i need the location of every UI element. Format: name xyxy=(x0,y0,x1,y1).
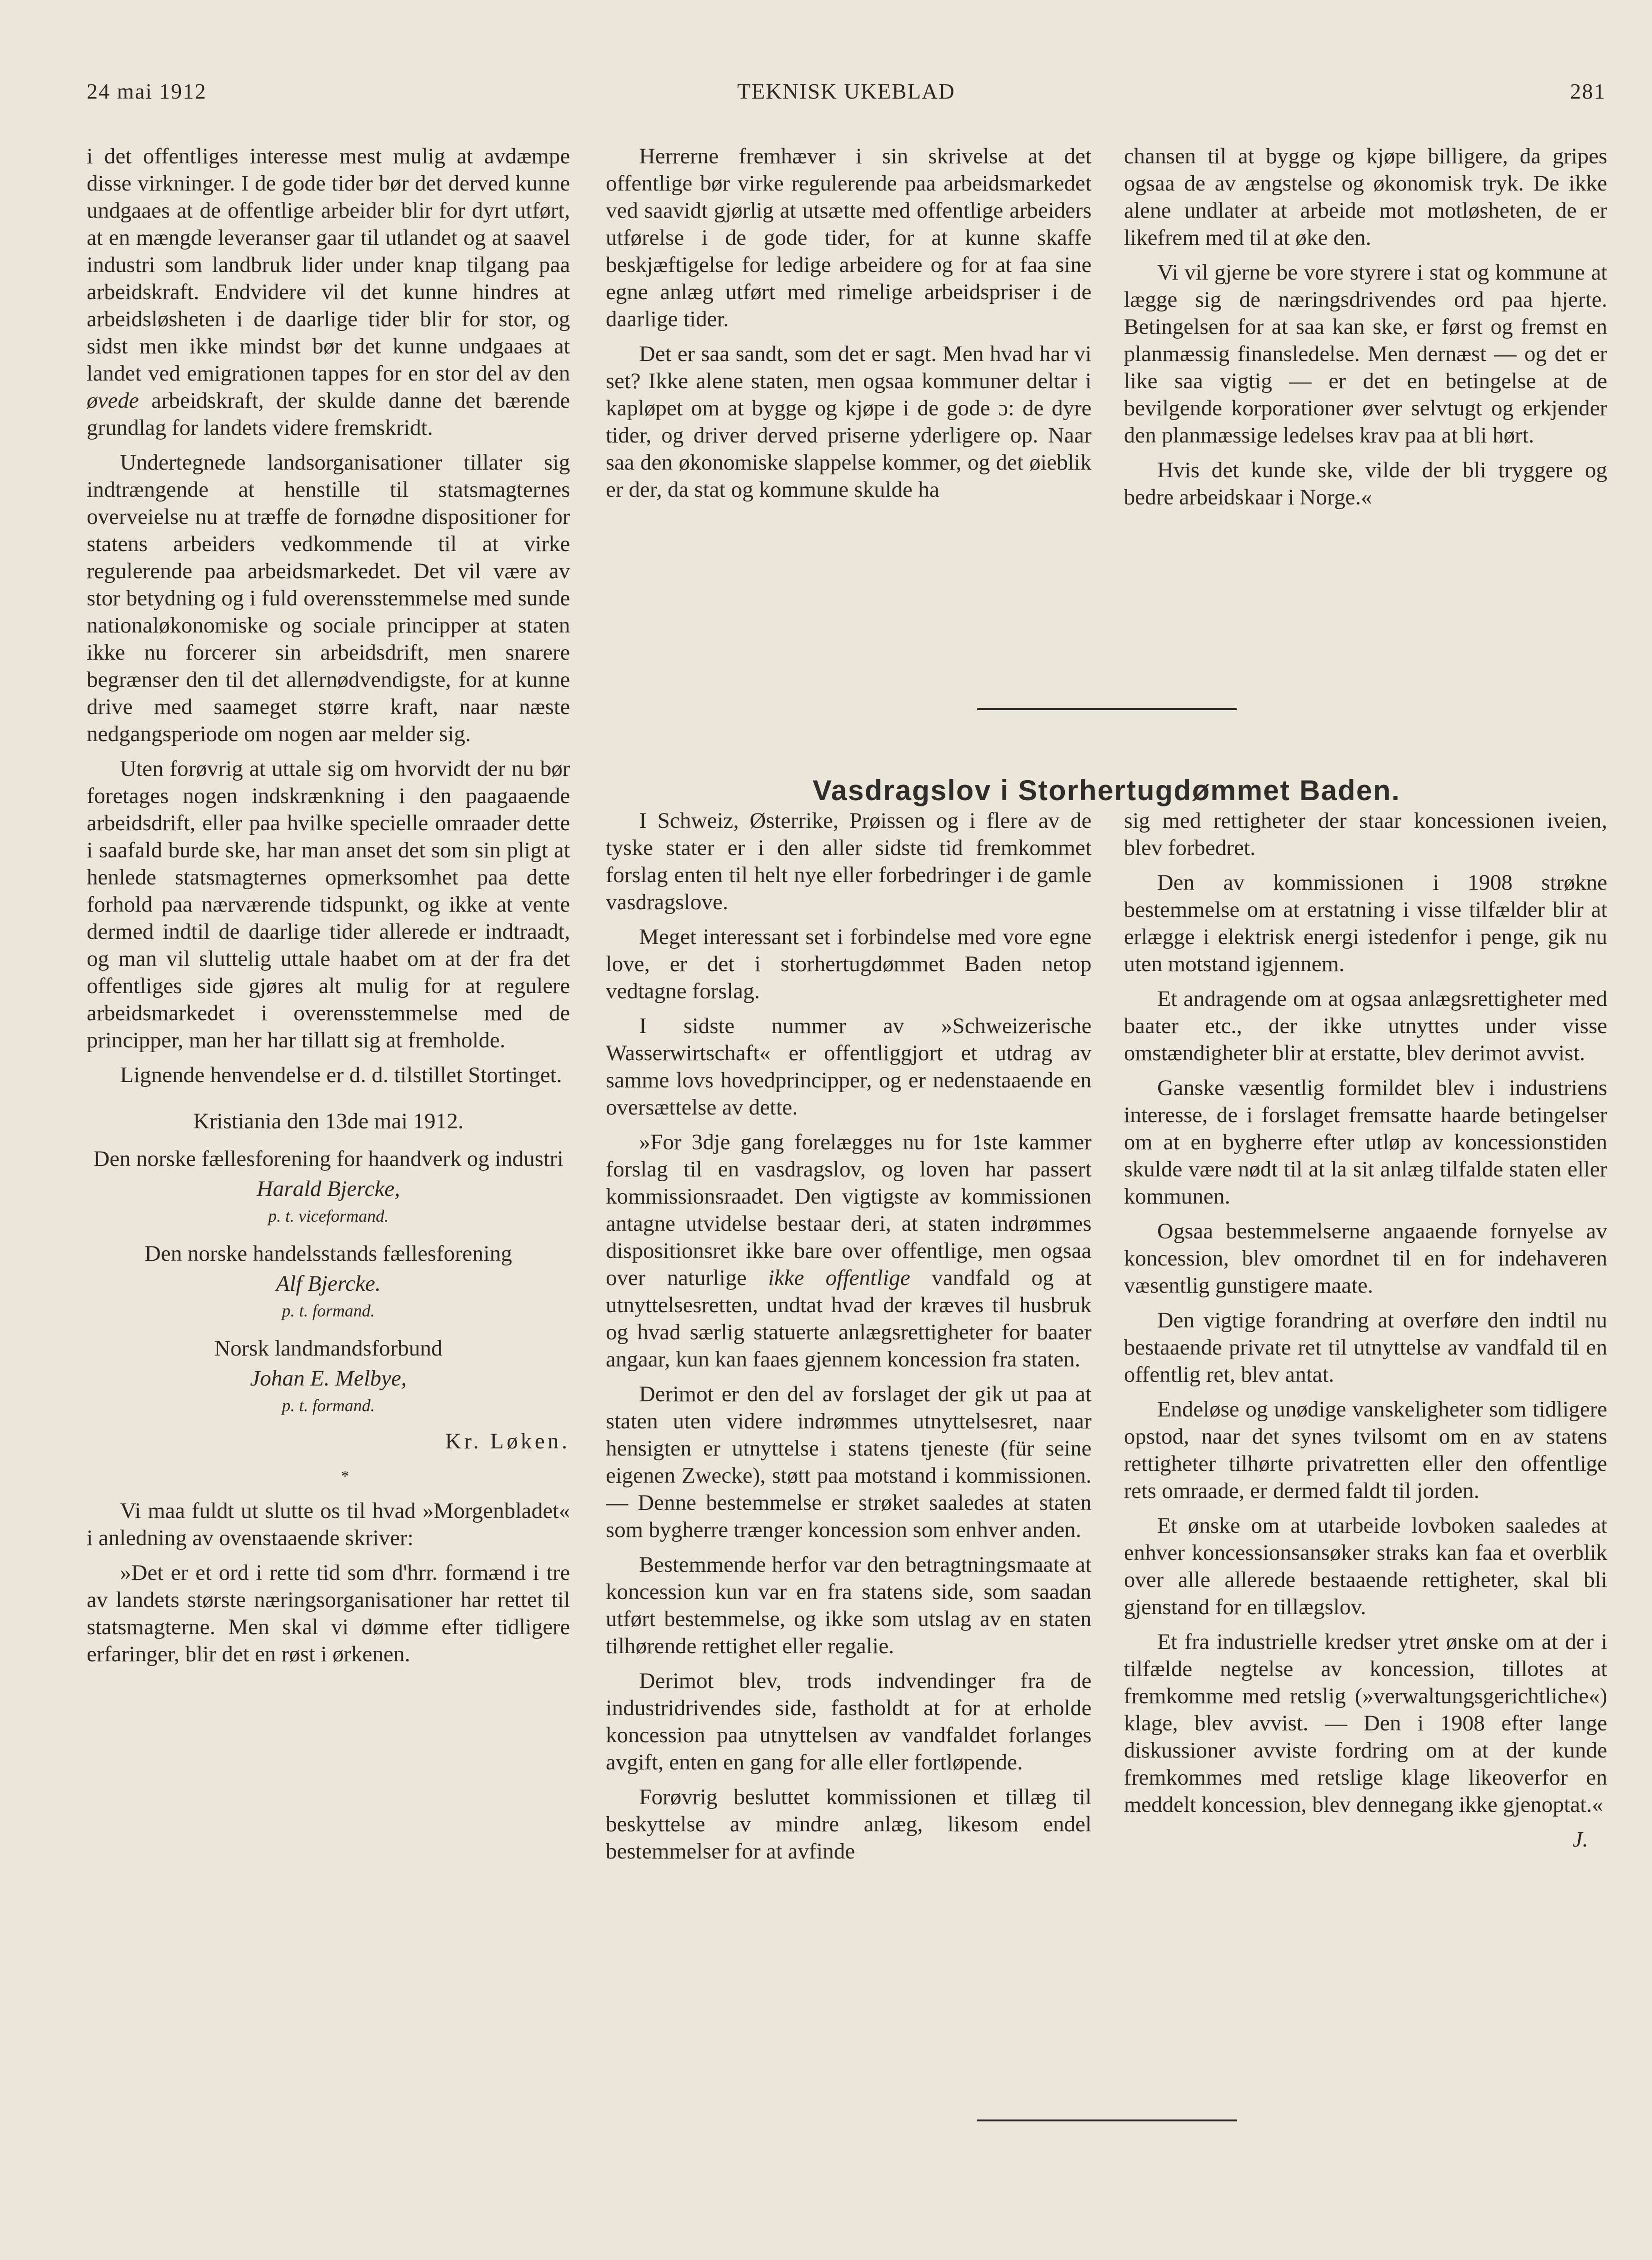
signatory-role: p. t. formand. xyxy=(281,1396,375,1415)
paragraph: Den av kommissionen i 1908 strøkne bestemmelse om at erstatning i visse tilfælder blir at erlægge i elektrisk energi istedenfor i penge, gik nu uten motstand igjennem. xyxy=(1124,870,1607,976)
paragraph-text: arbeidskraft, der skulde danne det bærende grundlag for landets videre fremskridt. xyxy=(87,388,570,440)
paragraph: Derimot blev, trods indvendinger fra de industridrivendes side, fastholdt at for at erholde koncession paa utnyttelsen av vandfaldet forlanges avgift, enten en gang for alle eller fortløpende. xyxy=(606,1668,1091,1775)
paragraph-text: vandfald og at utnyttelsesretten, undtat hvad der kræves til husbruk og hvad særlig statuerte anlægsrettigheter for baater angaar, kun kan faaes gjennem koncession fra staten. xyxy=(606,1266,1091,1372)
signatory-organization: Den norske fællesforening for haandverk og industri xyxy=(93,1146,563,1171)
emphasis-text: ikke offentlige xyxy=(768,1266,911,1290)
paragraph: Undertegnede landsorganisationer tillater sig indtrængende at henstille til statsmagternes overveielse nu at træffe de fornødne dispositioner for statens arbeiders vedkommende til at virke regulerende paa arbeidsmarkedet. Det vil være av stor betydning og i fuld overensstemmelse med sunde nationaløkonomiske og sociale principper at staten ikke nu forcerer sin arbeidsdrift, men snarere begrænser den til det allernødvendigste, for at kunne drive med saameget større kraft, naar næste nedgangsperiode om nogen aar melder sig. xyxy=(87,450,570,746)
section-separator: * xyxy=(341,1467,349,1485)
paragraph: Hvis det kunde ske, vilde der bli tryggere og bedre arbeidskaar i Norge.« xyxy=(1124,458,1607,510)
signatory-name: Johan E. Melbye, xyxy=(250,1366,407,1391)
paragraph: I sidste nummer av »Schweizerische Wasserwirtschaft« er offentliggjort et utdrag av samme lovs hovedprincipper, og er nedenstaaende en oversættelse av dette. xyxy=(606,1014,1091,1120)
paragraph: Derimot er den del av forslaget der gik ut paa at staten uten videre indrømmes utnyttelsesret, naar hensigten er utnyttelse i statens tjeneste (für seine eigenen Zwecke), støtt paa motstand i kommissionen. — Denne bestemmelse er strøket saaledes at staten som bygherre trænger koncession som enhver anden. xyxy=(606,1382,1091,1542)
signatory-organization: Den norske handelsstands fællesforening xyxy=(144,1241,512,1266)
signatory-organization: Norsk landmandsforbund xyxy=(214,1336,443,1361)
end-rule xyxy=(977,2119,1237,2121)
paragraph: Det er saa sandt, som det er sagt. Men hvad har vi set? Ikke alene staten, men ogsaa kommuner deltar i kapløpet om at bygge og kjøpe i de gode ɔ: de dyre tider, og driver derved priserne yderligere op. Naar saa den økonomiske slappelse kommer, og det øieblik er der, da stat og kommune skulde ha xyxy=(606,342,1091,502)
paragraph: Ganske væsentlig formildet blev i industriens interesse, de i forslaget fremsatte haarde betingelser om at en bygherre efter utløp av koncessionstiden skulde være nødt til at la sit anlæg tilfalde staten eller kommunen. xyxy=(1124,1075,1607,1209)
paragraph: Meget interessant set i forbindelse med vore egne love, er det i storhertugdømmet Baden netop vedtagne forslag. xyxy=(606,924,1091,1004)
paragraph: Lignende henvendelse er d. d. tilstillet Stortinget. xyxy=(120,1063,562,1087)
signatory-role: p. t. formand. xyxy=(281,1301,375,1320)
journal-title: TEKNISK UKEBLAD xyxy=(737,79,955,103)
left-column xyxy=(87,143,570,2186)
right-column-bottom xyxy=(1124,807,1607,2093)
paragraph: Vi vil gjerne be vore styrere i stat og kommune at lægge sig de næringsdrivendes ord paa hjerte. Betingelsen for at saa kan ske, er først og fremst en planmæssig finansledelse. Men dernæst — og det er like saa vigtig — er det en betingelse at de bevilgende korporationer øver selvtugt og erkjender den planmæssige ledelses krav paa at bli hørt. xyxy=(1124,260,1607,448)
author-initial: J. xyxy=(1572,1827,1588,1852)
paragraph xyxy=(87,143,570,442)
section-rule xyxy=(977,708,1237,710)
paragraph: Et fra industrielle kredser ytret ønske om at der i tilfælde negtelse av koncession, tillotes at fremkomme med retslig (»verwaltungsgerichtliche«) klage, blev avvist. — Den i 1908 efter lange diskussioner avviste fordring om at der kunde fremkommes med retslige klage likeoverfor en meddelt koncession, blev dennegang ikke gjenoptat.« xyxy=(1124,1629,1607,1817)
paragraph: Et andragende om at ogsaa anlægsrettigheter med baater etc., der ikke utnyttes under visse omstændigheter blir at erstatte, blev derimot avvist. xyxy=(1124,986,1607,1065)
paragraph: Den vigtige forandring at overføre den indtil nu bestaaende private ret til utnyttelse av vandfald til en offentlig ret, blev antat. xyxy=(1124,1308,1607,1387)
signatory-name: Kr. Løken. xyxy=(445,1429,570,1454)
paragraph-text: »For 3dje gang forelægges nu for 1ste kammer forslag til en vasdragslov, og loven har passert kommissionsraadet. Den vigtigste av kommissionen antagne utvidelse bestaar deri, at staten indrømmes dispositionsret ikke bare over offentlige, men ogsaa over naturlige xyxy=(606,1130,1091,1290)
paragraph: Bestemmende herfor var den betragtningsmaate at koncession kun var en fra statens side, som saadan utført bestemmelse, og ikke som utslag av en staten tilhørende rettighet eller regalie. xyxy=(606,1552,1091,1658)
page-number: 281 xyxy=(1570,79,1606,103)
paragraph xyxy=(606,1129,1091,1373)
paragraph: chansen til at bygge og kjøpe billigere, da gripes ogsaa de av ængstelse og økonomisk tryk. De ikke alene undlater at arbeide mot motløsheten, de er likefrem med til at øke den. xyxy=(1124,144,1607,250)
page-header xyxy=(87,79,1606,112)
paragraph: Et ønske om at utarbeide lovboken saaledes at enhver koncessionsansøker straks kan faa et overblik over alle allerede bestaaende rettigheter, skal bli gjenstand for en tillægslov. xyxy=(1124,1513,1607,1619)
issue-date: 24 mai 1912 xyxy=(87,79,207,103)
emphasis-text: øvede xyxy=(87,388,139,413)
paragraph: I Schweiz, Østerrike, Prøissen og i flere av de tyske stater er i den aller sidste tid fremkommet forslag enten til helt nye eller forbedringer i de gamle vasdragslove. xyxy=(606,808,1091,914)
signatory-name: Alf Bjercke. xyxy=(276,1271,381,1296)
paragraph: Ogsaa bestemmelserne angaaende fornyelse av koncession, blev omordnet til en for indehaveren væsentlig gunstigere maate. xyxy=(1124,1219,1607,1298)
paragraph: »Det er et ord i rette tid som d'hrr. formænd i tre av landets største næringsorganisationer har rettet til statsmagterne. Men skal vi dømme efter tidligere erfaringer, blir det en røst i ørkenen. xyxy=(87,1560,570,1667)
right-column-top xyxy=(1124,143,1607,672)
paragraph: sig med rettigheter der staar koncessionen iveien, blev forbedret. xyxy=(1124,808,1607,860)
paragraph: Vi maa fuldt ut slutte os til hvad »Morgenbladet« i anledning av ovenstaaende skriver: xyxy=(87,1498,570,1550)
place-date: Kristiania den 13de mai 1912. xyxy=(193,1109,464,1134)
article-title: Vasdragslov i Storhertugdømmet Baden. xyxy=(812,774,1401,806)
paragraph-text: i det offentliges interesse mest mulig at avdæmpe disse virkninger. I de gode tider bør det derved kunne undgaaes at de offentlige arbeider blir for dyrt utført, at en mængde leveranser gaar til utlandet og at saavel industri som landbruk lider under knap tilgang paa arbeidskraft. Endvidere vil det kunne hindres at arbeidsløsheten i de daarlige tider blir for stor, og sidst men ikke mindst bør det kunne undgaaes at landet ved emigrationen tappes for en stor del av den xyxy=(87,144,570,386)
paragraph: Uten forøvrig at uttale sig om hvorvidt der nu bør foretages nogen indskrænkning i den paagaaende arbeidsdrift, eller paa hvilke specielle omraader dette i saafald burde ske, har man anset det som sin pligt at henlede statsmagternes opmerksomhet paa dette forhold paa nærværende tidspunkt, og ikke at vente dermed indtil de daarlige tider allerede er indtraadt, og man vil sluttelig uttale haabet om at der fra det offentliges side gjøres alt mulig for at regulere arbeidsmarkedet i overensstemmelse med de principper, man her har tillatt sig at fremholde. xyxy=(87,756,570,1053)
signatory-name: Harald Bjercke, xyxy=(256,1176,400,1201)
paragraph: Forøvrig besluttet kommissionen et tillæg til beskyttelse av mindre anlæg, likesom endel bestemmelser for at avfinde xyxy=(606,1785,1091,1864)
paragraph: Herrerne fremhæver i sin skrivelse at det offentlige bør virke regulerende paa arbeidsmarkedet ved saavidt gjørlig at utsætte med offentlige arbeiders utførelse i de gode tider, for at kunne skaffe beskjæftigelse for ledige arbeidere og for at faa sine egne anlæg utført med rimelige arbeidspriser i de daarlige tider. xyxy=(606,144,1091,331)
signatory-role: p. t. viceformand. xyxy=(268,1206,389,1225)
middle-column-bottom xyxy=(606,807,1091,2093)
middle-column-top xyxy=(606,143,1091,672)
paragraph: Endeløse og unødige vanskeligheter som tidligere opstod, naar det synes tvilsomt om en av statens rettigheter tilhørte privatretten eller den offentlige rets omraade, er dermed faldt til jorden. xyxy=(1124,1397,1607,1503)
